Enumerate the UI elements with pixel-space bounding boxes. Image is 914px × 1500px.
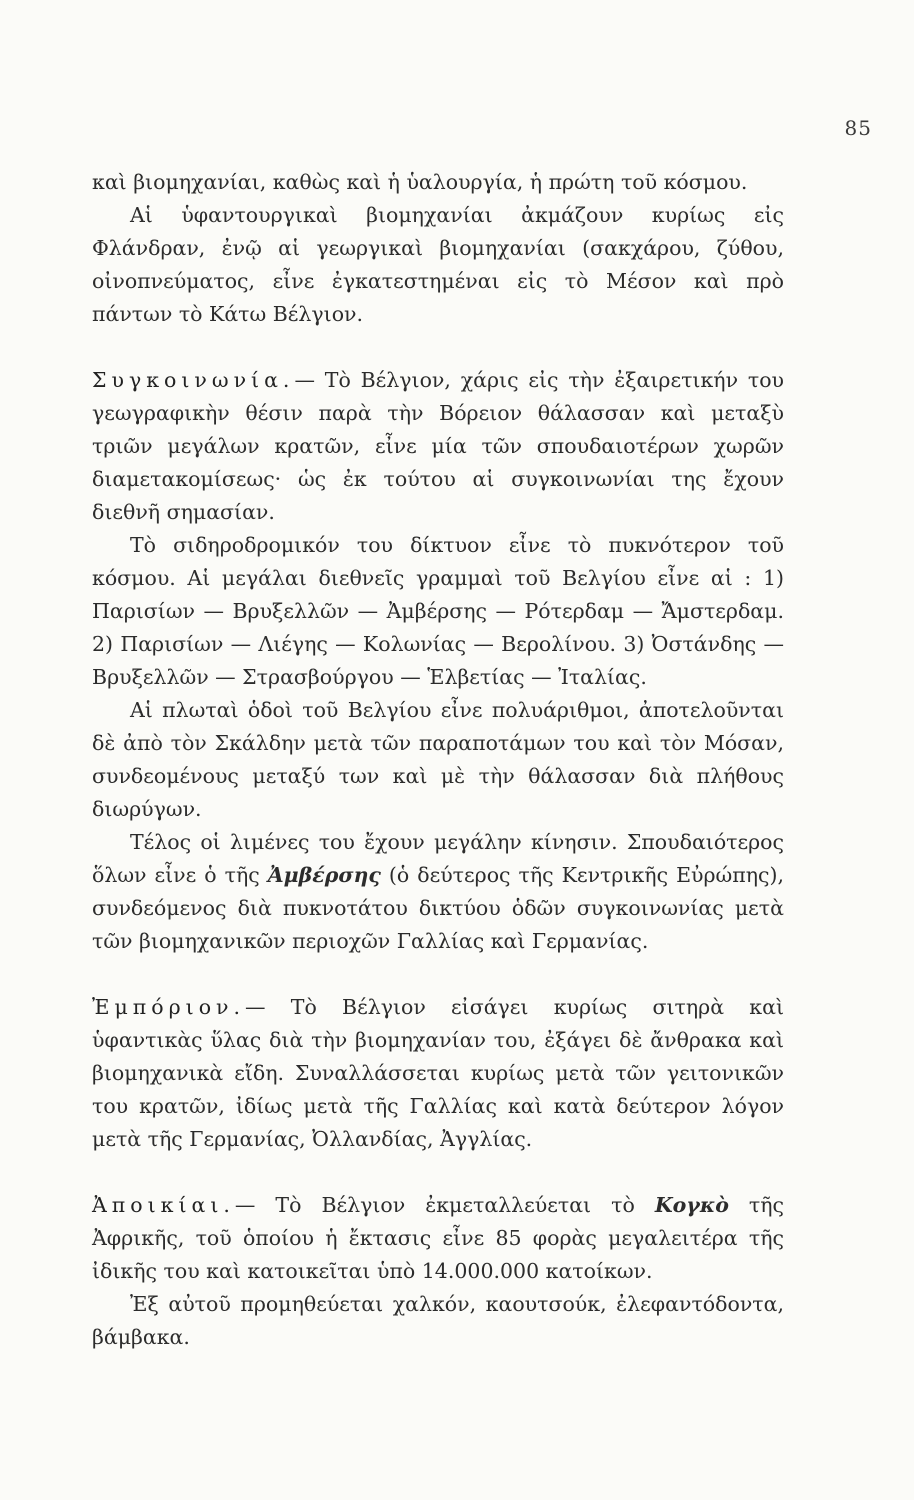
- heading-communications: Συγκοινωνία.: [92, 368, 295, 392]
- paragraph-ports: Τέλος οἱ λιμένες του ἔχουν μεγάλην κίνησιν. Σπουδαιότερος ὅλων εἶνε ὁ τῆς Ἀμβέρσης (ὁ δεύτερος τῆς Κεντρικῆς Εὐρώπης), συνδεόμενος διὰ πυκνοτάτου δικτύου ὁδῶν συγκοινωνίας μετὰ τῶν βιομηχανικῶν περιοχῶν Γαλλίας καὶ Γερμανίας.: [92, 830, 785, 953]
- paragraph-commerce: — Τὸ Βέλγιον εἰσάγει κυρίως σιτηρὰ καὶ ὑφαντικὰς ὕλας διὰ τὴν βιομηχανίαν του, ἐξάγει δὲ ἄνθρακα καὶ βιομηχανικὰ εἴδη. Συναλλάσσεται κυρίως μετὰ τῶν γειτονικῶν του κρατῶν, ἰδίως μετὰ τῆς Γαλλίας καὶ κατὰ δεύτερον λόγον μετὰ τῆς Γερμανίας, Ὀλλανδίας, Ἀγγλίας.: [92, 995, 784, 1151]
- paragraph-colony-resources: Ἐξ αὐτοῦ προμηθεύεται χαλκόν, καουτσούκ, ἐλεφαντόδοντα, βάμβακα.: [92, 1292, 784, 1349]
- heading-colonies: Ἀποικίαι.: [92, 1193, 235, 1217]
- section-commerce: [92, 991, 784, 1156]
- body-text: [92, 166, 784, 1354]
- paragraph-communications-intro: — Τὸ Βέλγιον, χάρις εἰς τὴν ἐξαιρετικήν του γεωγραφικὴν θέσιν παρὰ τὴν Βόρειον θάλασσαν καὶ μεταξὺ τριῶν μεγάλων κρατῶν, εἶνε μία τῶν σπουδαιοτέρων χωρῶν διαμετακομίσεως· ὡς ἐκ τούτου αἱ συγκοινωνίαι της ἔχουν διεθνῆ σημασίαν.: [92, 368, 784, 524]
- continued-paragraph: καὶ βιομηχανίαι, καθὼς καὶ ἡ ὑαλουργία, ἡ πρώτη τοῦ κόσμου.: [92, 170, 748, 194]
- section-colonies: Ἀποικίαι.— Τὸ Βέλγιον ἐκμεταλλεύεται τὸ Κογκὸ τῆς Ἀφρικῆς, τοῦ ὁποίου ἡ ἔκτασις εἶνε 85 φορὰς μεγαλειτέρα τῆς ἰδικῆς του καὶ κατοικεῖται ὑπὸ 14.000.000 κατοίκων.: [92, 1193, 784, 1283]
- paragraph-railways: Τὸ σιδηροδρομικόν του δίκτυον εἶνε τὸ πυκνότερον τοῦ κόσμου. Αἱ μεγάλαι διεθνεῖς γραμμαὶ τοῦ Βελγίου εἶνε αἱ : 1) Παρισίων — Βρυξελλῶν — Ἀμβέρσης — Ρότερδαμ — Ἄμστερδαμ. 2) Παρισίων — Λιέγης — Κολωνίας — Βερολίνου. 3) Ὀστάνδης — Βρυξελλῶν — Στρασβούργου — Ἑλβετίας — Ἰταλίας.: [92, 533, 784, 689]
- paragraph-waterways: Αἱ πλωταὶ ὁδοὶ τοῦ Βελγίου εἶνε πολυάριθμοι, ἀποτελοῦνται δὲ ἀπὸ τὸν Σκάλδην μετὰ τῶν παραποτάμων του καὶ τὸν Μόσαν, συνδεομένους μεταξύ των καὶ μὲ τὴν θάλασσαν διὰ πλήθους διωρύγων.: [92, 698, 784, 821]
- heading-commerce: Ἐμπόριον.: [92, 995, 246, 1019]
- page-number: 85: [844, 116, 872, 140]
- section-communications: [92, 364, 784, 529]
- emphasis-antwerp: Ἀμβέρσης: [267, 863, 381, 887]
- paragraph-textile-industry: Αἱ ὑφαντουργικαὶ βιομηχανίαι ἀκμάζουν κυρίως εἰς Φλάνδραν, ἐνῷ αἱ γεωργικαὶ βιομηχανίαι (σακχάρου, ζύθου, οἰνοπνεύματος, εἶνε ἐγκατεστημέναι εἰς τὸ Μέσον καὶ πρὸ πάντων τὸ Κάτω Βέλγιον.: [92, 203, 784, 326]
- emphasis-congo: Κογκὸ: [654, 1193, 729, 1217]
